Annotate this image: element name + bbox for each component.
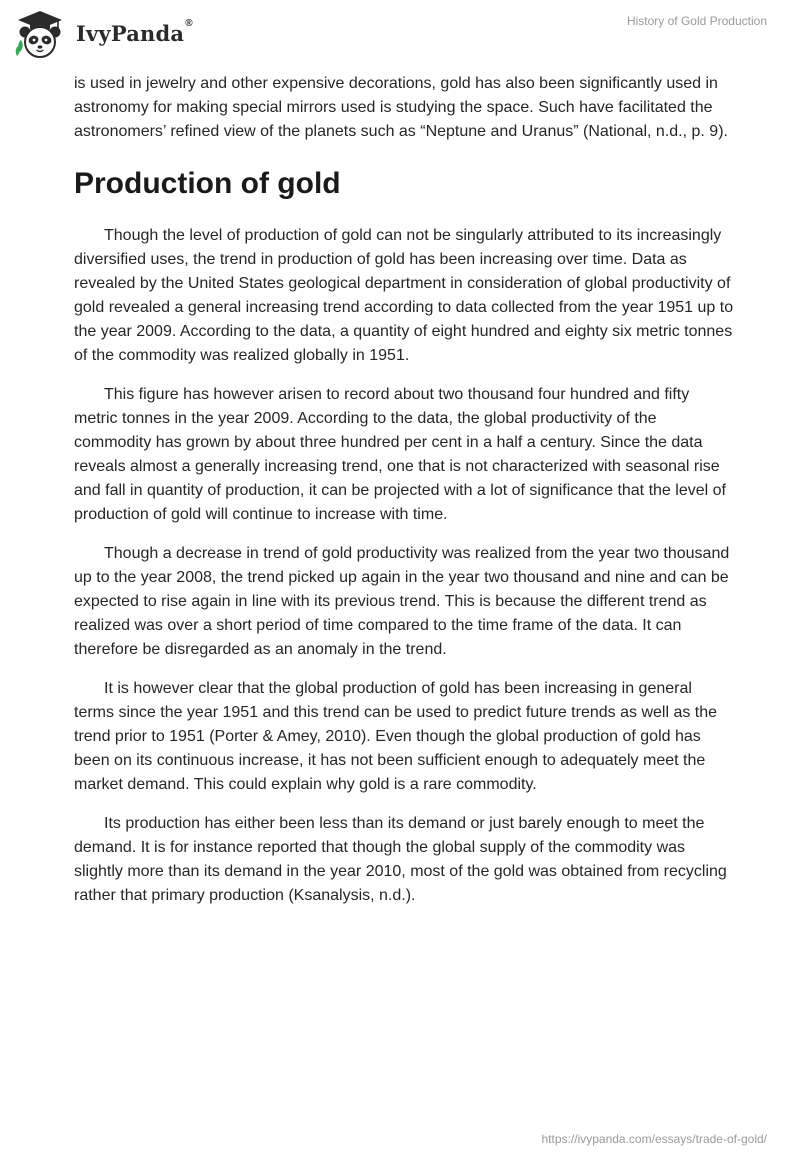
body-paragraph-3: Though a decrease in trend of gold productivity was realized from the year two thousand up to the year 2008, the trend picked up again in the year two thousand and nine and can be expected to rise again in line with its previous trend. This is because the different trend as realized was over a short period of time compared to the time frame of the data. It can therefore be disregarded as an anomaly in the trend. <box>74 545 730 658</box>
body-paragraph-5: Its production has either been less than its demand or just barely enough to meet the demand. It is for instance reported that though the global supply of the commodity was slightly more than its demand in the year 2010, most of the gold was obtained from recycling rather that primary production (Ksanalysis, n.d.). <box>74 815 727 904</box>
source-url-link[interactable]: https://ivypanda.com/essays/trade-of-gold/ <box>541 1132 767 1146</box>
section-heading: Production of gold <box>74 167 341 200</box>
essay-body <box>74 72 734 923</box>
panda-graduate-icon <box>14 8 66 60</box>
logo-wordmark <box>76 17 193 46</box>
document-title: History of Gold Production <box>626 14 767 28</box>
ivypanda-logo[interactable] <box>14 8 193 60</box>
logo-text: IvyPanda <box>76 20 185 46</box>
intro-paragraph: is used in jewelry and other expensive decorations, gold has also been significantly used in astronomy for making special mirrors used is studying the space. Such have facilitated the astronomers’ refined view of the planets such as “Neptune and Uranus” (National, n.d., p. 9). <box>74 75 728 140</box>
body-paragraph-4: It is however clear that the global production of gold has been increasing in general terms since the year 1951 and this trend can be used to predict future trends as well as the trend prior to 1951 (Porter & Amey, 2010). Even though the global production of gold has been on its continuous increase, it has not been sufficient enough to adequately meet the market demand. This could explain why gold is a rare commodity. <box>74 680 718 793</box>
body-paragraph-1: Though the level of production of gold can not be singularly attributed to its increasingly diversified uses, the trend in production of gold has been increasing over time. Data as revealed by the United States geological department in consideration of global productivity of gold revealed a general increasing trend according to data collected from the year 1951 up to the year 2009. According to the data, a quantity of eight hundred and eighty six metric tonnes of the commodity was realized globally in 1951. <box>74 227 734 364</box>
page-header <box>0 0 800 70</box>
body-paragraph-2: This figure has however arisen to record about two thousand four hundred and fifty metric tonnes in the year 2009. According to the data, the global productivity of the commodity has grown by about three hundred per cent in a half a century. Since the data reveals almost a generally increasing trend, one that is not characterized with seasonal rise and fall in quantity of production, it can be projected with a lot of significance that the level of production of gold will continue to increase with time. <box>74 386 726 523</box>
registered-mark: ® <box>185 17 193 29</box>
